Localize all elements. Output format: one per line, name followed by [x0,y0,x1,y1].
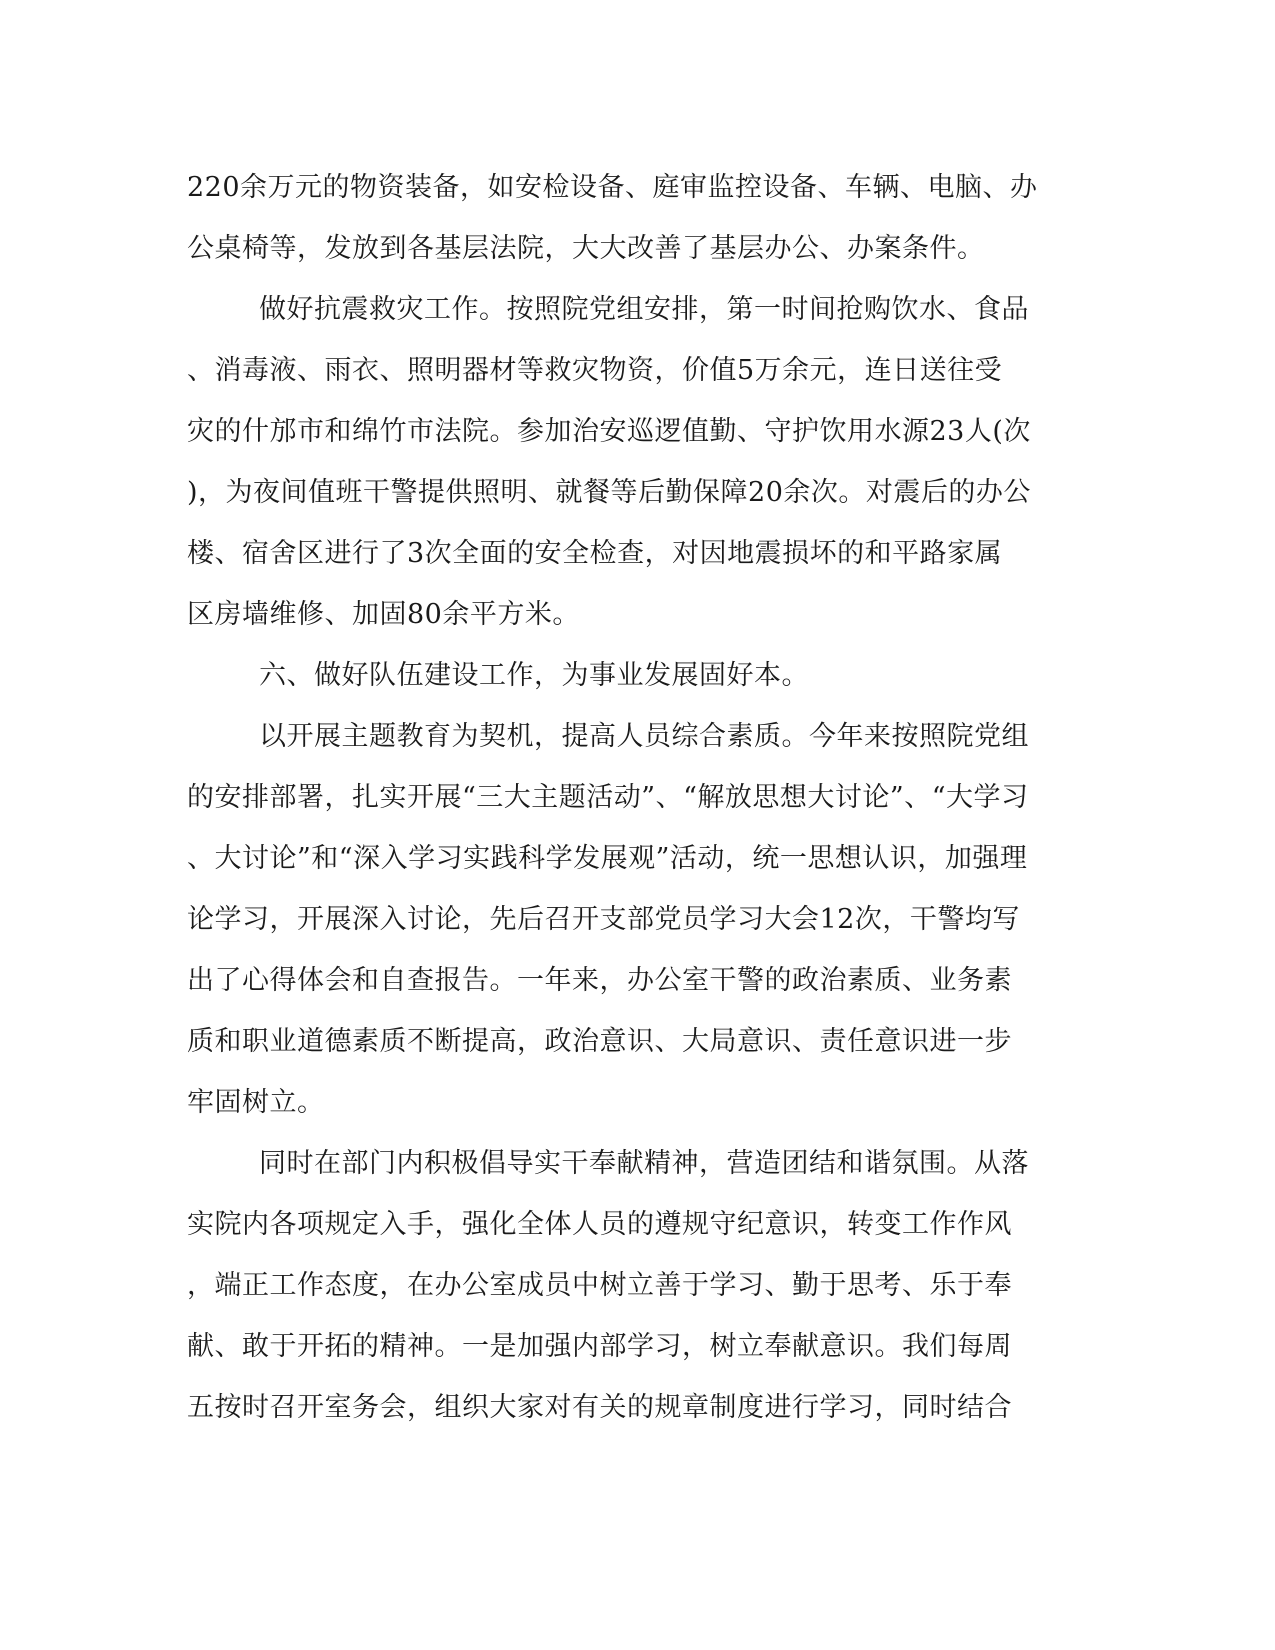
text-line-16: 牢固树立。 [187,1087,325,1118]
text-line-12: 、大讨论”和“深入学习实践科学发展观”活动，统一思想认识，加强理 [187,843,1028,874]
text-line-1: 220余万元的物资装备，如安检设备、庭审监控设备、车辆、电脑、办 [187,172,1038,203]
document-body [187,157,1087,1438]
text-line-13: 论学习，开展深入讨论，先后召开支部党员学习大会12次，干警均写 [187,904,1020,935]
text-line-17: 同时在部门内积极倡导实干奉献精神，营造团结和谐氛围。从落 [259,1148,1029,1179]
text-line-4: 、消毒液、雨衣、照明器材等救灾物资，价值5万余元，连日送往受 [187,355,1003,386]
section-heading-six: 六、做好队伍建设工作，为事业发展固好本。 [259,660,809,691]
text-line-6: )，为夜间值班干警提供照明、就餐等后勤保障20余次。对震后的办公 [187,477,1031,508]
text-line-19: ，端正工作态度，在办公室成员中树立善于学习、勤于思考、乐于奉 [187,1270,1012,1301]
text-line-7: 楼、宿舍区进行了3次全面的安全检查，对因地震损坏的和平路家属 [187,538,1003,569]
text-line-18: 实院内各项规定入手，强化全体人员的遵规守纪意识，转变工作作风 [187,1209,1012,1240]
text-line-15: 质和职业道德素质不断提高，政治意识、大局意识、责任意识进一步 [187,1026,1012,1057]
text-line-14: 出了心得体会和自查报告。一年来，办公室干警的政治素质、业务素 [187,965,1012,996]
text-line-8: 区房墙维修、加固80余平方米。 [187,599,580,630]
text-line-11: 的安排部署，扎实开展“三大主题活动”、“解放思想大讨论”、“大学习 [187,782,1029,813]
text-line-3: 做好抗震救灾工作。按照院党组安排，第一时间抢购饮水、食品 [259,294,1029,325]
text-line-2: 公桌椅等，发放到各基层法院，大大改善了基层办公、办案条件。 [187,233,985,264]
text-line-10: 以开展主题教育为契机，提高人员综合素质。今年来按照院党组 [259,721,1029,752]
text-line-20: 献、敢于开拓的精神。一是加强内部学习，树立奉献意识。我们每周 [187,1331,1012,1362]
text-line-21: 五按时召开室务会，组织大家对有关的规章制度进行学习，同时结合 [187,1392,1012,1423]
text-line-5: 灾的什邡市和绵竹市法院。参加治安巡逻值勤、守护饮用水源23人(次 [187,416,1031,447]
